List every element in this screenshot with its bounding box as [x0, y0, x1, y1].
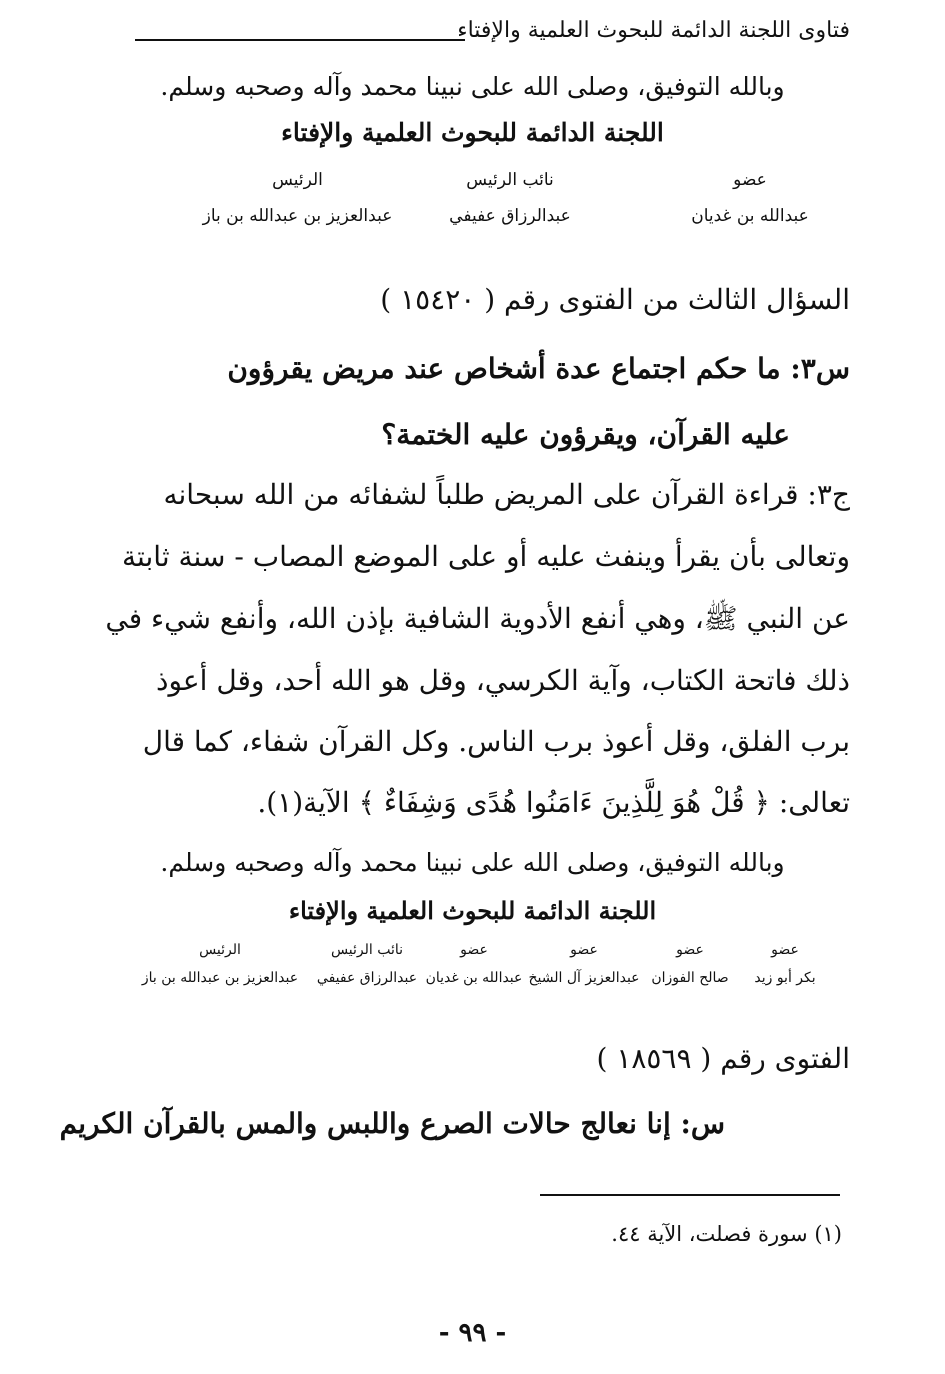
signatory-member-2d: [421, 942, 527, 986]
signatory-name: عبدالعزيز آل الشيخ: [528, 970, 640, 986]
signatory-name: عبدالله بن غديان: [691, 206, 809, 226]
page-number: - ٩٩ -: [438, 1318, 507, 1348]
signatory-role: عضو: [771, 942, 799, 958]
header-rule: [135, 39, 465, 41]
signatory-name: صالح الفوزان: [651, 970, 729, 986]
footnote: (١) سورة فصلت، الآية ٤٤.: [611, 1222, 842, 1246]
answer-3-line-2: وتعالى بأن يقرأ وينفث عليه أو على الموضع المصاب - سنة ثابتة: [122, 540, 850, 573]
signatory-president-2: [130, 942, 310, 986]
signatory-role: نائب الرئيس: [466, 170, 554, 190]
question-next: س: إنا نعالج حالات الصرع واللبس والمس بالقرآن الكريم: [59, 1107, 725, 1140]
signatory-name: عبدالرزاق عفيفي: [316, 970, 418, 986]
signatory-vice-president-2: [311, 942, 423, 986]
running-header: فتاوى اللجنة الدائمة للبحوث العلمية والإفتاء: [457, 18, 850, 43]
signatory-name: عبدالعزيز بن عبدالله بن باز: [141, 970, 299, 986]
signatory-name: عبدالله بن غديان: [425, 970, 523, 986]
fatwa-heading-1: السؤال الثالث من الفتوى رقم ( ١٥٤٢٠ ): [380, 283, 850, 316]
signatory-role: عضو: [676, 942, 704, 958]
answer-3-line-3: عن النبي ﷺ، وهي أنفع الأدوية الشافية بإذن الله، وأنفع شيء في: [105, 602, 850, 635]
signatory-member-2a: [740, 942, 830, 986]
signatory-name: عبدالرزاق عفيفي: [449, 206, 571, 226]
signatory-president-1: [190, 170, 405, 226]
answer-3-line-6: تعالى: ﴿ قُلْ هُوَ لِلَّذِينَ ءَامَنُوا هُدًى وَشِفَاءٌ ﴾ الآية(١).: [257, 786, 850, 819]
signatory-role: نائب الرئيس: [330, 942, 404, 958]
signatory-member-2c: [525, 942, 643, 986]
signatory-member-2b: [640, 942, 740, 986]
signatory-role: الرئيس: [199, 942, 241, 958]
signatory-member-1: [660, 170, 840, 226]
footnote-rule: [540, 1194, 840, 1196]
signatory-role: الرئيس: [272, 170, 323, 190]
answer-3-line-1: ج٣: قراءة القرآن على المريض طلباً لشفائه من الله سبحانه: [163, 478, 850, 511]
committee-title-1: اللجنة الدائمة للبحوث العلمية والإفتاء: [281, 118, 664, 147]
answer-3-line-4: ذلك فاتحة الكتاب، وآية الكرسي، وقل هو الله أحد، وقل أعوذ: [156, 664, 850, 697]
signatory-name: عبدالعزيز بن عبدالله بن باز: [202, 206, 393, 226]
closing-line-2: وبالله التوفيق، وصلى الله على نبينا محمد وآله وصحبه وسلم.: [160, 848, 785, 877]
question-3-line-2: عليه القرآن، ويقرؤون عليه الختمة؟: [381, 418, 790, 451]
signatory-role: عضو: [570, 942, 598, 958]
question-3-line-1: س٣: ما حكم اجتماع عدة أشخاص عند مريض يقرؤون: [227, 352, 850, 385]
answer-3-line-5: برب الفلق، وقل أعوذ برب الناس. وكل القرآن شفاء، كما قال: [142, 725, 850, 758]
committee-title-2: اللجنة الدائمة للبحوث العلمية والإفتاء: [288, 896, 657, 925]
signatory-name: بكر أبو زيد: [754, 970, 816, 986]
signatory-role: عضو: [460, 942, 488, 958]
closing-line-1: وبالله التوفيق، وصلى الله على نبينا محمد وآله وصحبه وسلم.: [160, 72, 785, 101]
fatwa-heading-2: الفتوى رقم ( ١٨٥٦٩ ): [596, 1042, 850, 1075]
signatory-vice-president-1: [410, 170, 610, 226]
signatory-role: عضو: [733, 170, 767, 190]
